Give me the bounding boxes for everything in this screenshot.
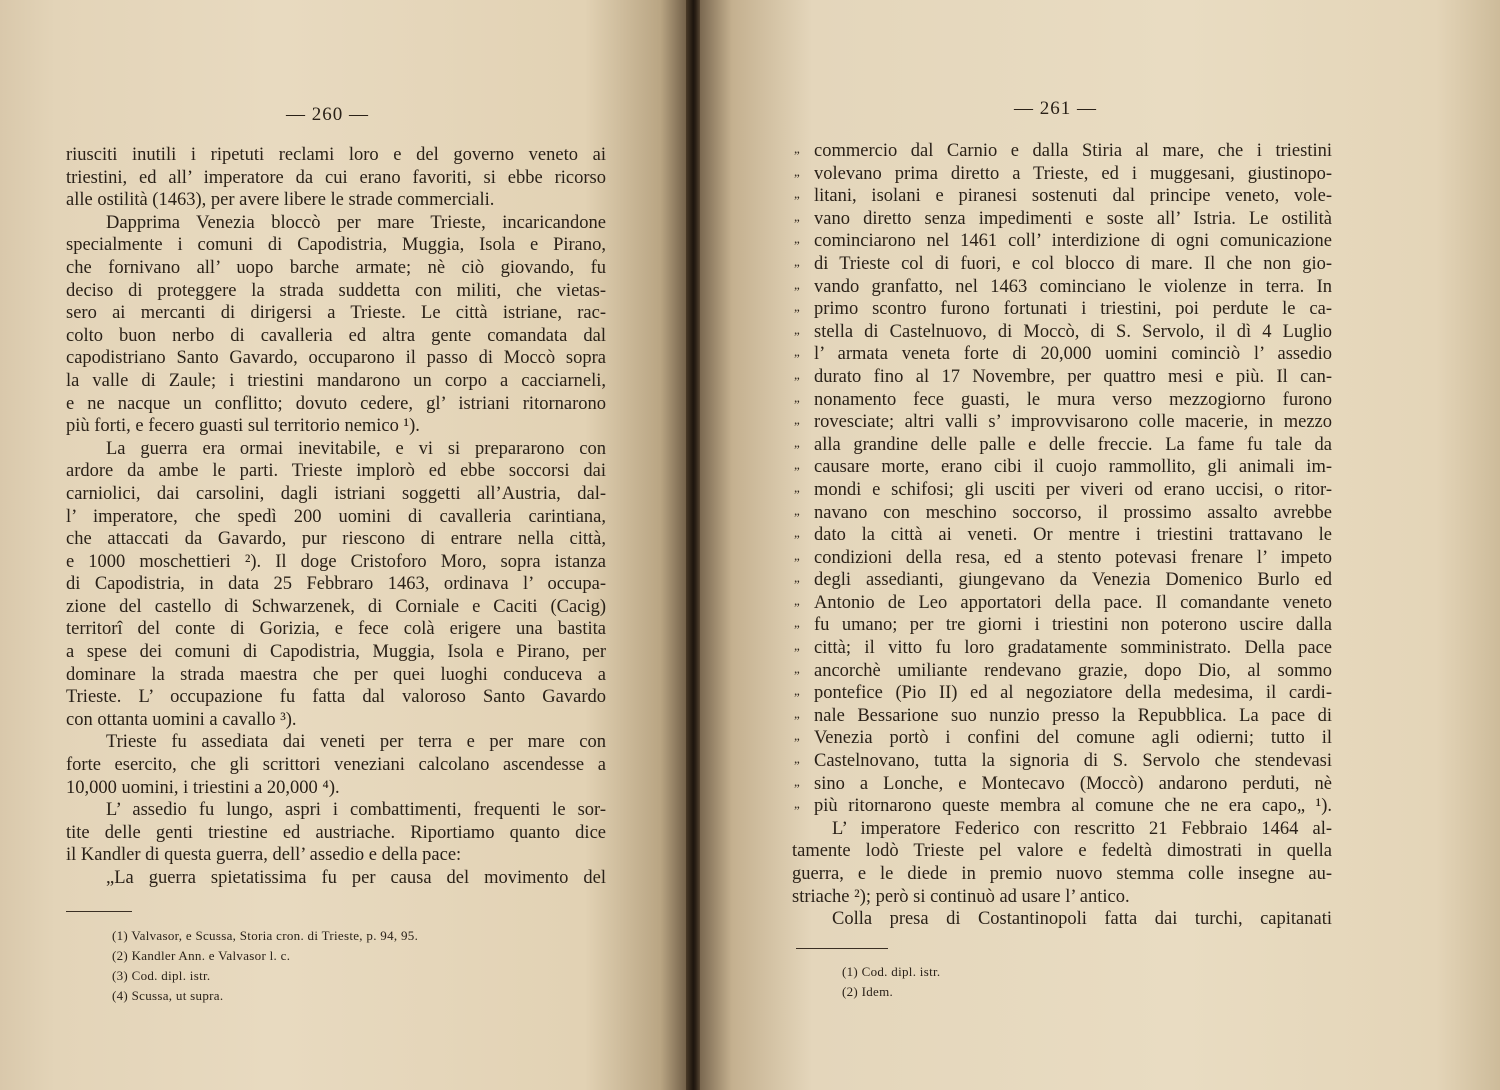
- body-text: [792, 140, 1332, 931]
- footnote: (2) Idem.: [842, 984, 894, 999]
- footnotes: [112, 926, 418, 1006]
- text-line: „ nonamento fece guasti, le mura verso mezzogiorno furono: [792, 389, 1332, 412]
- text-line: a spese dei comuni di Capodistria, Muggia, Isola e Pirano, per: [66, 642, 606, 663]
- text-line: alle ostilità (1463), per avere libere le strade commerciali.: [66, 190, 495, 211]
- text-line: „ degli assedianti, giungevano da Venezia Domenico Burlo ed: [792, 569, 1332, 592]
- footnote: (1) Valvasor, e Scussa, Storia cron. di Trieste, p. 94, 95.: [112, 928, 419, 943]
- text-line: „ l’ armata veneta forte di 20,000 uomini cominciò l’ assedio: [792, 343, 1332, 366]
- footnote: (4) Scussa, ut supra.: [112, 988, 224, 1003]
- text-line: „ sino a Lonche, e Montecavo (Moccò) andarono perduti, nè: [792, 773, 1332, 796]
- text-line: specialmente i comuni di Capodistria, Muggia, Isola e Pirano,: [66, 235, 606, 256]
- text-line: dominare la strada maestra che per quei luoghi conduceva a: [66, 664, 606, 685]
- text-line: 10,000 uomini, i triestini a 20,000 ⁴).: [66, 777, 340, 798]
- body-text: [66, 144, 606, 890]
- text-line: guerra, e le diede in premio nuovo stemma colle insegne au-: [792, 864, 1332, 884]
- text-line: „ litani, isolani e piranesi sostenuti dal principe veneto, vole-: [792, 185, 1332, 208]
- text-line: „ nale Bessarione suo nunzio presso la Repubblica. La pace di: [792, 705, 1332, 728]
- text-line: „ Venezia portò i confini del comune agli odierni; tutto il: [792, 727, 1332, 750]
- text-line: e 1000 moschettieri ²). Il doge Cristoforo Moro, sopra istanza: [66, 551, 606, 572]
- text-line: che fornivano all’ uopo barche armate; nè ciò giovando, fu: [66, 257, 606, 278]
- text-line: „La guerra spietatissima fu per causa del movimento del: [106, 868, 606, 888]
- text-line: „ stella di Castelnuovo, di Moccò, di S. Servolo, il dì 4 Luglio: [792, 321, 1332, 344]
- text-line: „ volevano prima diretto a Trieste, ed i muggesani, giustinopo-: [792, 163, 1332, 186]
- text-line: ardore da ambe le parti. Trieste implorò ed ebbe soccorsi dai: [66, 461, 606, 482]
- text-line: con ottanta uomini a cavallo ³).: [66, 709, 297, 730]
- text-line: „ pontefice (Pio II) ed al negoziatore della medesima, il cardi-: [792, 682, 1332, 705]
- text-line: „ alla grandine delle palle e delle freccie. La fame fu tale da: [792, 434, 1332, 457]
- footnotes: [842, 962, 940, 1002]
- text-line: più forti, e fecero guasti sul territorio nemico ¹).: [66, 416, 420, 437]
- text-line: L’ imperatore Federico con rescritto 21 Febbraio 1464 al-: [832, 818, 1332, 839]
- text-line: „ città; il vitto fu loro gradatamente somministrato. Della pace: [792, 637, 1332, 660]
- text-line: La guerra era ormai inevitabile, e vi si prepararono con: [106, 438, 606, 459]
- text-line: forte esercito, che gli scrittori veneziani calcolano ascendesse a: [66, 755, 606, 776]
- text-line: che attaccati da Gavardo, pur riescono di entrare nella città,: [66, 529, 606, 550]
- text-line: sero ai mercanti di dirigersi a Trieste. Le città istriane, rac-: [66, 303, 606, 324]
- text-line: colto buon nerbo di cavalleria ed altra gente comandata dal: [66, 325, 606, 346]
- text-line: di Capodistria, in data 25 Febbraro 1463, ordinava l’ occupa-: [66, 574, 606, 595]
- text-line: deciso di proteggere la strada suddetta con militi, che vietas-: [66, 280, 606, 301]
- text-line: „ Antonio de Leo apportatori della pace. Il comandante veneto: [792, 592, 1332, 615]
- text-line: tamente lodò Trieste pel valore e fedeltà dimostrati in quella: [792, 841, 1332, 862]
- text-line: „ vando granfatto, nel 1463 cominciano le violenze in terra. In: [792, 276, 1332, 299]
- text-line: „ condizioni della resa, ed a stento potevasi frenare l’ impeto: [792, 547, 1332, 570]
- footnote-rule: [796, 948, 888, 949]
- text-line: „ rovesciate; altri valli s’ improvvisarono colle macerie, in mezzo: [792, 411, 1332, 434]
- text-line: L’ assedio fu lungo, aspri i combattimenti, frequenti le sor-: [106, 800, 606, 821]
- text-line: Colla presa di Costantinopoli fatta dai turchi, capitanati: [832, 909, 1332, 930]
- text-line: Trieste fu assediata dai veneti per terra e per mare con: [106, 732, 606, 753]
- footnote: (2) Kandler Ann. e Valvasor l. c.: [112, 948, 291, 963]
- page-number: — 260 —: [286, 104, 369, 125]
- text-line: la valle di Zaule; i triestini mandarono un corpo a cacciarneli,: [66, 370, 606, 391]
- text-line: „ più ritornarono queste membra al comune che ne era capo„ ¹).: [792, 795, 1332, 818]
- text-line: „ dato la città ai veneti. Or mentre i triestini trattavano le: [792, 524, 1332, 547]
- footnote: (3) Cod. dipl. istr.: [112, 968, 211, 983]
- text-line: capodistriano Santo Gavardo, occuparono il passo di Moccò sopra: [66, 348, 606, 369]
- text-line: striache ²); però si continuò ad usare l’ antico.: [792, 886, 1130, 907]
- text-line: „ di Trieste col di fuori, e col blocco di mare. Il che non gio-: [792, 253, 1332, 276]
- text-line: „ causare morte, erano cibi il cuojo rammollito, gli animali im-: [792, 456, 1332, 479]
- text-line: l’ imperatore, che spedì 200 uomini di cavalleria carintiana,: [66, 506, 606, 527]
- text-line: „ mondi e schifosi; gli usciti per viveri od erano uccisi, o ritor-: [792, 479, 1332, 502]
- text-line: „ durato fino al 17 Novembre, per quattro mesi e più. Il can-: [792, 366, 1332, 389]
- left-page: [0, 0, 688, 1090]
- footnote: (1) Cod. dipl. istr.: [842, 964, 941, 979]
- text-line: tite delle genti triestine ed austriache. Riportiamo quanto dice: [66, 822, 606, 843]
- text-line: e ne nacque un conflitto; dovuto cedere, gl’ istriani ritornarono: [66, 393, 606, 414]
- text-line: „ cominciarono nel 1461 coll’ interdizione di ogni comunicazione: [792, 230, 1332, 253]
- text-line: carniolici, dai carsolini, dagli istriani soggetti all’Austria, dal-: [66, 483, 606, 504]
- text-line: riusciti inutili i ripetuti reclami loro e del governo veneto ai: [66, 145, 606, 165]
- text-line: territorî del conte di Gorizia, e fece colà erigere una bastita: [66, 619, 606, 640]
- text-line: „ ancorchè umiliante rendevano grazie, dopo Dio, al sommo: [792, 660, 1332, 683]
- text-line: „ vano diretto senza impedimenti e soste all’ Istria. Le ostilità: [792, 208, 1332, 231]
- right-page: [700, 0, 1500, 1090]
- text-line: triestini, ed all’ imperatore da cui erano favoriti, si ebbe ricorso: [66, 167, 606, 188]
- text-line: Trieste. L’ occupazione fu fatta dal valoroso Santo Gavardo: [66, 687, 606, 708]
- footnote-rule: [66, 911, 132, 912]
- text-line: „ commercio dal Carnio e dalla Stiria al mare, che i triestini: [792, 140, 1332, 163]
- text-line: „ primo scontro furono fortunati i triestini, poi perdute le ca-: [792, 298, 1332, 321]
- text-line: „ fu umano; per tre giorni i triestini non poterono uscire dalla: [792, 614, 1332, 637]
- text-line: Dapprima Venezia bloccò per mare Trieste, incaricandone: [106, 212, 606, 233]
- text-line: zione del castello di Schwarzenek, di Corniale e Caciti (Cacig): [66, 596, 606, 617]
- text-line: il Kandler di questa guerra, dell’ assedio e della pace:: [66, 845, 462, 866]
- text-line: „ navano con meschino soccorso, il prossimo assalto avrebbe: [792, 502, 1332, 525]
- page-number: — 261 —: [1014, 98, 1097, 119]
- text-line: „ Castelnovano, tutta la signoria di S. Servolo che stendevasi: [792, 750, 1332, 773]
